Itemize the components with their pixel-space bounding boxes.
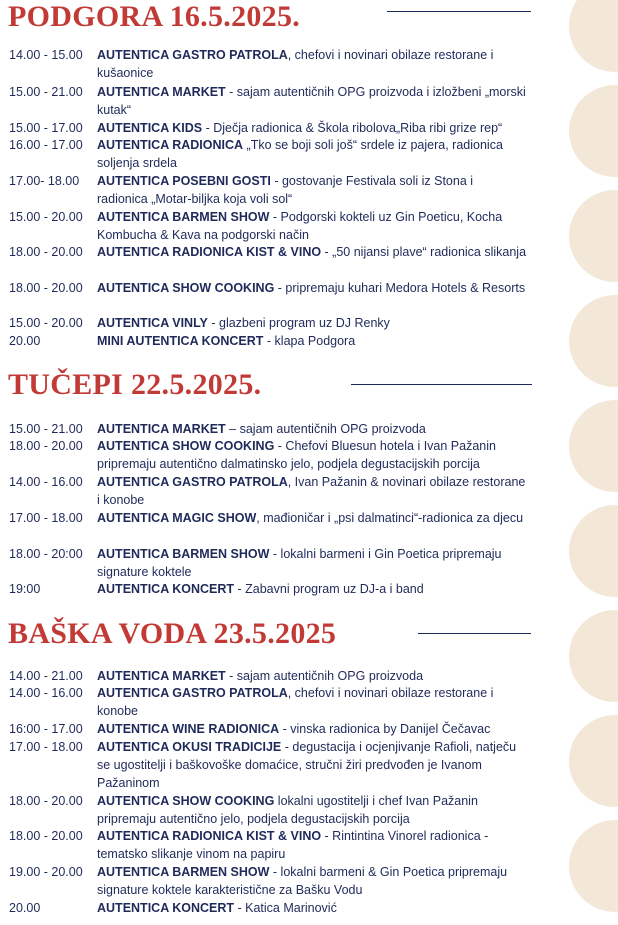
- event-name: AUTENTICA POSEBNI GOSTI: [97, 174, 271, 188]
- event-text: , mađioničar i „psi dalmatinci“-radionica za djecu: [256, 511, 524, 525]
- event-time: 17.00- 18.00: [9, 174, 80, 188]
- event-text: - sajam autentičnih OPG proizvoda: [225, 669, 424, 683]
- event-time: 17.00 - 18.00: [9, 511, 83, 525]
- event-description: [97, 509, 527, 527]
- title-rule: [387, 11, 531, 12]
- event-name: AUTENTICA BARMEN SHOW: [97, 865, 270, 879]
- title-rule: [351, 384, 532, 385]
- event-description: [97, 899, 527, 917]
- event-text: - gostovanje Festivala soli iz Stona i radionica „Motar-biljka koja voli sol“: [97, 174, 474, 206]
- event-text: - „50 nijansi plave“ radionica slikanja: [321, 245, 527, 259]
- event-text: – sajam autentičnih OPG proizvoda: [225, 422, 426, 436]
- decorative-circle: [569, 400, 618, 492]
- event-text: - Rintintina Vinorel radionica - tematsko slikanje vinom na papiru: [97, 829, 489, 861]
- event-time: 14.00 - 15.00: [9, 48, 83, 62]
- event-time: 18.00 - 20:00: [9, 547, 83, 561]
- event-time: 16.00 - 17.00: [9, 138, 83, 152]
- event-time: 18.00 - 20.00: [9, 245, 83, 259]
- event-description: [97, 473, 527, 509]
- event-description: [97, 720, 527, 738]
- event-text: - degustacija i ocjenjivanje Rafioli, natječu se ugostitelji i baškovoške domaćice, stručni žiri predvođen je Ivanom Pažaninom: [97, 740, 517, 790]
- event-time: 16:00 - 17.00: [9, 722, 83, 736]
- event-time: 18.00 - 20.00: [9, 281, 83, 295]
- event-name: AUTENTICA OKUSI TRADICIJE: [97, 740, 282, 754]
- event-text: - vinska radionica by Danijel Čečavac: [279, 722, 491, 736]
- section-title: PODGORA 16.5.2025.: [8, 0, 301, 33]
- event-text: - klapa Podgora: [263, 334, 356, 348]
- event-name: AUTENTICA GASTRO PATROLA: [97, 475, 288, 489]
- event-description: [97, 314, 527, 332]
- event-name: AUTENTICA WINE RADIONICA: [97, 722, 280, 736]
- section-title: BAŠKA VODA 23.5.2025: [8, 617, 337, 650]
- event-time: 18.00 - 20.00: [9, 829, 83, 843]
- event-name: AUTENTICA RADIONICA KIST & VINO: [97, 245, 322, 259]
- event-description: [97, 827, 527, 863]
- event-text: lokalni ugostitelji i chef Ivan Pažanin pripremaju autentično jelo, podjela degustacijskih porcija: [97, 794, 478, 826]
- event-name: AUTENTICA BARMEN SHOW: [97, 547, 270, 561]
- event-text: , chefovi i novinari obilaze restorane i kušaonice: [97, 48, 494, 80]
- event-description: [97, 420, 527, 438]
- section-podgora: [0, 0, 560, 350]
- event-name: AUTENTICA GASTRO PATROLA: [97, 48, 288, 62]
- event-time: 18.00 - 20.00: [9, 794, 83, 808]
- event-time: 14.00 - 16.00: [9, 475, 83, 489]
- event-text: - lokalni barmeni & Gin Poetica pripremaju signature koktele karakteristične za Bašku Vodu: [97, 865, 508, 897]
- event-time: 15.00 - 21.00: [9, 85, 83, 99]
- event-description: [97, 738, 527, 792]
- event-description: [97, 46, 527, 82]
- event-description: [97, 437, 527, 473]
- event-description: [97, 119, 527, 137]
- event-name: AUTENTICA MAGIC SHOW: [97, 511, 257, 525]
- section-title: TUČEPI 22.5.2025.: [8, 368, 262, 401]
- decorative-circle: [569, 715, 618, 807]
- event-description: [97, 172, 527, 208]
- decorative-circle: [569, 0, 618, 72]
- event-time: 15.00 - 21.00: [9, 422, 83, 436]
- decorative-circle: [569, 610, 618, 702]
- event-description: [97, 332, 527, 350]
- event-description: [97, 83, 527, 119]
- event-name: AUTENTICA MARKET: [97, 669, 226, 683]
- event-time: 14.00 - 16.00: [9, 686, 83, 700]
- event-name: AUTENTICA GASTRO PATROLA: [97, 686, 288, 700]
- event-text: - Podgorski kokteli uz Gin Poeticu, Kocha Kombucha & Kava na podgorski način: [97, 210, 503, 242]
- event-name: AUTENTICA MARKET: [97, 422, 226, 436]
- event-name: AUTENTICA KIDS: [97, 121, 203, 135]
- event-name: AUTENTICA BARMEN SHOW: [97, 210, 270, 224]
- title-rule: [418, 633, 531, 634]
- event-description: [97, 863, 527, 899]
- event-time: 20.00: [9, 334, 41, 348]
- event-text: , Ivan Pažanin & novinari obilaze restorane i konobe: [97, 475, 526, 507]
- event-description: [97, 136, 527, 172]
- decorative-circle: [569, 505, 618, 597]
- event-description: [97, 279, 527, 297]
- event-name: AUTENTICA VINLY: [97, 316, 208, 330]
- event-description: [97, 684, 527, 720]
- decorative-circle: [569, 85, 618, 177]
- event-time: 14.00 - 21.00: [9, 669, 83, 683]
- decorative-circle: [569, 295, 618, 387]
- decorative-circle: [569, 820, 618, 912]
- event-time: 18.00 - 20.00: [9, 439, 83, 453]
- event-time: 15.00 - 17.00: [9, 121, 83, 135]
- event-description: [97, 667, 527, 685]
- event-text: , chefovi i novinari obilaze restorane i konobe: [97, 686, 494, 718]
- event-name: AUTENTICA RADIONICA KIST & VINO: [97, 829, 322, 843]
- event-text: - Katica Marinović: [234, 901, 337, 915]
- event-description: [97, 792, 527, 828]
- event-time: 17.00 - 18.00: [9, 740, 83, 754]
- event-description: [97, 545, 527, 581]
- scalloped-edge-decoration: [569, 0, 618, 925]
- event-name: AUTENTICA KONCERT: [97, 582, 235, 596]
- event-name: AUTENTICA MARKET: [97, 85, 226, 99]
- event-text: - Zabavni program uz DJ-a i band: [234, 582, 424, 596]
- event-time: 15.00 - 20.00: [9, 316, 83, 330]
- event-text: - glazbeni program uz DJ Renky: [207, 316, 390, 330]
- event-time: 19:00: [9, 582, 41, 596]
- event-description: [97, 580, 527, 598]
- event-text: „Tko se boji soli još“ srdele iz pajera, radionica soljenja srdela: [97, 138, 503, 170]
- event-time: 20.00: [9, 901, 41, 915]
- event-name: AUTENTICA SHOW COOKING: [97, 794, 275, 808]
- event-text: - sajam autentičnih OPG proizvoda i izložbeni „morski kutak“: [97, 85, 526, 117]
- event-text: - pripremaju kuhari Medora Hotels & Resorts: [274, 281, 526, 295]
- event-name: MINI AUTENTICA KONCERT: [97, 334, 264, 348]
- event-description: [97, 243, 527, 261]
- event-text: - Chefovi Bluesun hotela i Ivan Pažanin pripremaju autentično dalmatinsko jelo, podjela degustacijskih porcija: [97, 439, 496, 471]
- event-time: 19.00 - 20.00: [9, 865, 83, 879]
- event-name: AUTENTICA KONCERT: [97, 901, 235, 915]
- event-description: [97, 208, 527, 244]
- event-name: AUTENTICA RADIONICA: [97, 138, 244, 152]
- event-name: AUTENTICA SHOW COOKING: [97, 281, 275, 295]
- event-name: AUTENTICA SHOW COOKING: [97, 439, 275, 453]
- event-text: - lokalni barmeni i Gin Poetica pripremaju signature koktele: [97, 547, 502, 579]
- decorative-circle: [569, 190, 618, 282]
- event-text: - Dječja radionica & Škola ribolova„Riba ribi grize rep“: [202, 121, 503, 135]
- section-tucepi: [0, 368, 560, 608]
- event-time: 15.00 - 20.00: [9, 210, 83, 224]
- section-baska-voda: [0, 617, 560, 917]
